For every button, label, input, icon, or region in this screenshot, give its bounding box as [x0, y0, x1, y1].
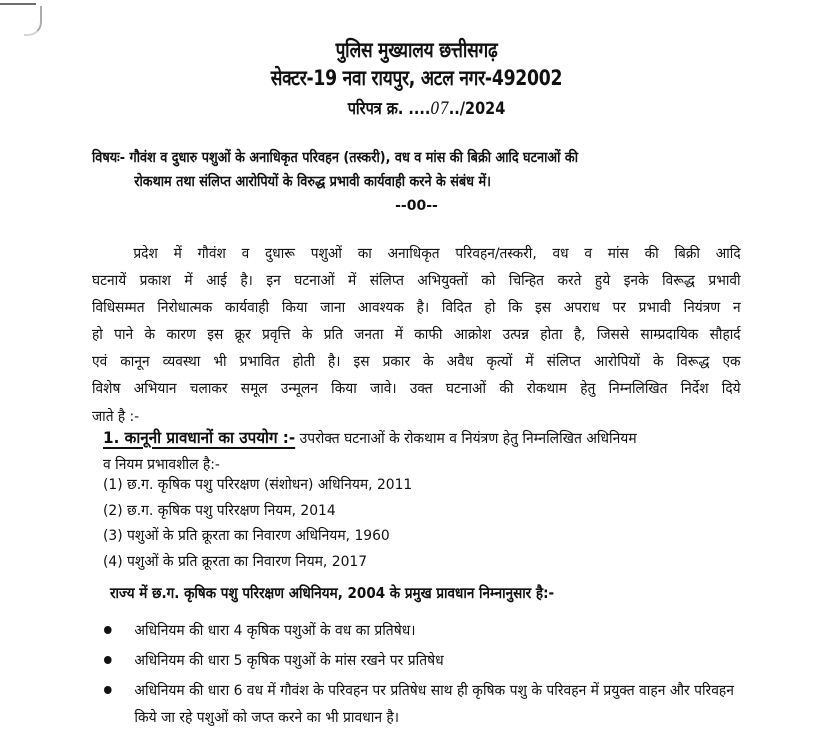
circular-number	[72, 96, 780, 119]
circular-label: परिपत्र क्र.	[347, 99, 404, 119]
laws-list	[103, 472, 412, 574]
separator: --00--	[395, 198, 438, 214]
intro-line-2: घटनायें प्रकाश में आई है। इन घटनाओं में संलिप्त अभियुक्तों को चिन्हित करते हुये इनके विरूद्ध प्रभावी	[92, 272, 741, 290]
provision-text: अधिनियम की धारा 5 कृषिक पशुओं के मांस रखने पर प्रतिषेध	[134, 652, 444, 669]
law-item: (1) छ.ग. कृषिक पशु परिरक्षण (संशोधन) अधिनियम, 2011	[103, 476, 413, 493]
provisions-heading: राज्य में छ.ग. कृषिक पशु परिरक्षण अधिनियम, 2004 के प्रमुख प्रावधान निम्नानुसार है:-	[110, 584, 555, 602]
subject-block	[92, 146, 690, 194]
provision-text: अधिनियम की धारा 6 वध में गौवंश के परिवहन पर प्रतिषेध साथ ही कृषिक पशु के परिवहन में प्रयुक्त वाहन और परिवहन किये जा रहे पशुओं को जप्त करने का भी प्रावधान है।	[134, 682, 734, 726]
bullet-icon	[104, 686, 112, 694]
provision-item	[104, 617, 760, 644]
intro-line-6: विशेष अभियान चलाकर समूल उन्मूलन किया जावे। उक्त घटनाओं की रोकथाम हेतु निम्नलिखित निर्देश दिये	[92, 380, 741, 398]
office-address: सेक्टर-19 नवा रायपुर, अटल नगर-492002	[270, 66, 563, 90]
subject-label: विषयः-	[92, 150, 126, 166]
intro-line-7: जाते है :-	[92, 407, 140, 425]
circular-dots-suffix: ..	[448, 99, 460, 119]
section-1	[103, 425, 749, 478]
intro-line-5: एवं कानून व्यवस्था भी प्रभावित होती है। इस प्रकार के अवैध कृत्यों में संलिप्त आरोपियों के विरूद्ध एक	[92, 353, 741, 371]
provision-item	[104, 647, 760, 674]
circular-handwritten-number: 07	[430, 99, 449, 119]
law-item: (3) पशुओं के प्रति क्रूरता का निवारण अधिनियम, 1960	[103, 527, 390, 544]
intro-line-4: हो पाने के कारण इस क्रूर प्रवृत्ति के प्रति जनता में काफी आक्रोश उत्पन्न होता है, जिससे साम्प्रदायिक सौहार्द	[92, 326, 741, 344]
scan-mark-line	[0, 3, 36, 5]
circular-dots-prefix: ....	[403, 99, 431, 119]
circular-year: /2024	[459, 99, 506, 119]
law-item: (2) छ.ग. कृषिक पशु परिरक्षण नियम, 2014	[103, 501, 336, 519]
provision-text: अधिनियम की धारा 4 कृषिक पशुओं के वध का प्रतिषेध।	[134, 622, 416, 639]
bullet-icon	[104, 656, 112, 664]
intro-line-1	[92, 240, 741, 267]
subject-line-2: रोकथाम तथा संलिप्त आरोपियों के विरुद्ध प्रभावी कार्यवाही करने के संबंध में।	[134, 174, 491, 190]
bullet-icon	[104, 626, 112, 634]
intro-line-3: विधिसम्मत निरोधात्मक कार्यवाही किया जाना आवश्यक है। विदित हो कि इस अपराध पर प्रभावी नियंत्रण न	[92, 299, 741, 317]
section-1-text: उपरोक्त घटनाओं के रोकथाम व नियंत्रण हेतु निम्नलिखित अधिनियम	[295, 430, 637, 447]
section-1-line-2: व नियम प्रभावशील है:-	[103, 456, 220, 473]
office-title: पुलिस मुख्यालय छत्तीसगढ़	[335, 38, 498, 62]
intro-line-1-text: प्रदेश में गौवंश व दुधारू पशुओं का अनाधिकृत परिवहन/तस्करी, वध व मांस की बिक्री आदि	[133, 245, 741, 262]
scan-mark-curve	[24, 6, 42, 36]
law-item: (4) पशुओं के प्रति क्रूरता का निवारण नियम, 2017	[103, 552, 368, 570]
provision-item	[104, 677, 760, 731]
subject-line-1: गौवंश व दुधारु पशुओं के अनाधिकृत परिवहन (तस्करी), वध व मांस की बिक्री आदि घटनाओं की	[129, 150, 579, 166]
intro-paragraph	[92, 240, 741, 430]
provisions-list	[104, 617, 794, 734]
section-1-heading: 1. कानूनी प्रावधानों का उपयोग :-	[103, 428, 296, 447]
section-1-line-1	[103, 425, 749, 452]
